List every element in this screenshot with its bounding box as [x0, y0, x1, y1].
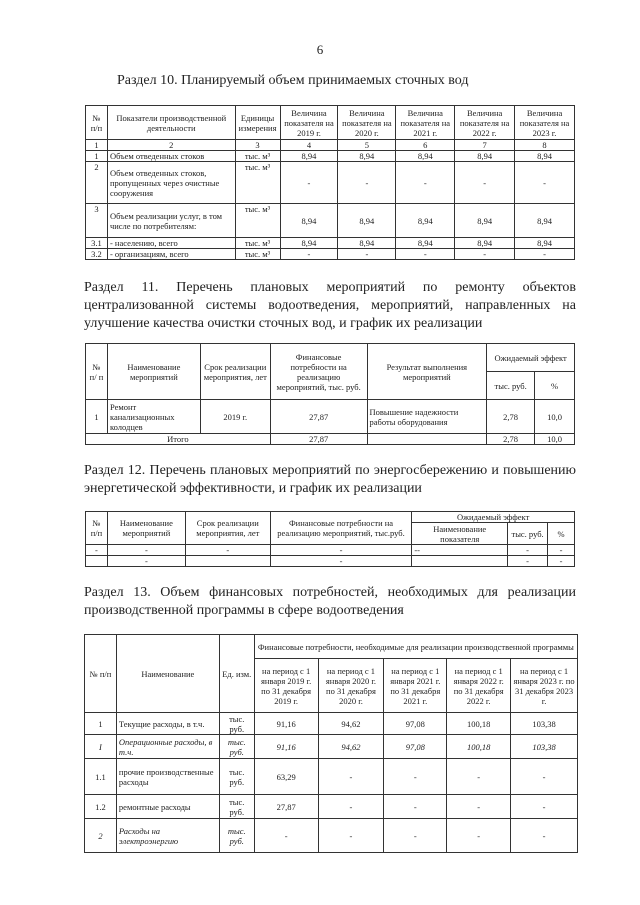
cell: -	[396, 249, 455, 260]
cell: -	[270, 545, 412, 556]
cell: 8,94	[338, 238, 396, 249]
cell: тыс. руб.	[219, 713, 254, 735]
cell: Объем реализации услуг, в том числе по потребителям:	[107, 204, 235, 238]
section-12-table	[85, 511, 575, 567]
cell: тыс. руб.	[219, 795, 254, 819]
table-row	[85, 759, 578, 795]
cell: 8,94	[396, 204, 455, 238]
section-12-title: Раздел 12. Перечень плановых мероприятий по энергосбережению и повышению энергетической эффективности, и график их реализации	[84, 463, 576, 496]
table-row	[86, 204, 575, 238]
header-unit: Ед. изм.	[219, 635, 254, 713]
header-num: № п/ п	[86, 344, 108, 400]
section-11-title: Раздел 11. Перечень плановых мероприятий по ремонту объектов централизованной системы водоотведения, мероприятий, направленных на улучшение качества очистки сточных вод, и график их реализации	[84, 280, 576, 331]
cell: -	[254, 819, 318, 853]
header-effect-rub: тыс. руб.	[487, 372, 535, 400]
header-effect-pct: %	[535, 372, 575, 400]
header-period: на период с 1 января 2020 г. по 31 декабря 2020 г.	[318, 659, 384, 713]
cell: -	[511, 819, 578, 853]
cell: - населению, всего	[107, 238, 235, 249]
cell: 8,94	[455, 151, 515, 162]
header-2021: Величина показателя на 2021 г.	[396, 106, 455, 140]
cell	[412, 556, 508, 567]
header-effect-pct: %	[548, 523, 575, 545]
header-result: Результат выполнения мероприятий	[367, 344, 487, 400]
cell: 100,18	[447, 713, 511, 735]
cell: Текущие расходы, в т.ч.	[116, 713, 219, 735]
header-period: на период с 1 января 2022 г. по 31 декабря 2022 г.	[447, 659, 511, 713]
cell: 100,18	[447, 735, 511, 759]
header-effect-name: Наименование показателя	[412, 523, 508, 545]
cell: 3.2	[86, 249, 108, 260]
cell: -	[384, 819, 447, 853]
header-effect: Ожидаемый эффект	[412, 512, 575, 523]
cell: 3	[86, 204, 108, 238]
table-row	[86, 434, 575, 445]
cell: 97,08	[384, 713, 447, 735]
header-term: Срок реализации мероприятия, лет	[200, 344, 270, 400]
cell: 10,0	[535, 434, 575, 445]
section-13-title: Раздел 13. Объем финансовых потребностей, необходимых для реализации производственной программы в сфере водоотведения	[84, 585, 576, 618]
header-period: на период с 1 января 2023 г. по 31 декабря 2023 г.	[511, 659, 578, 713]
header-unit: Единицы измерения	[235, 106, 280, 140]
cell: -	[384, 795, 447, 819]
section-10-table	[85, 105, 575, 260]
cell: -	[280, 162, 338, 204]
cell: Ремонт канализационных колодцев	[107, 400, 200, 434]
cell: 103,38	[511, 735, 578, 759]
cell: Объем отведенных стоков, пропущенных через очистные сооружения	[107, 162, 235, 204]
col-number: 8	[515, 140, 575, 151]
cell	[86, 556, 108, 567]
cell: ремонтные расходы	[116, 795, 219, 819]
col-number: 7	[455, 140, 515, 151]
cell: -	[548, 556, 575, 567]
col-number: 3	[235, 140, 280, 151]
cell: 8,94	[280, 238, 338, 249]
cell: -	[86, 545, 108, 556]
cell: 8,94	[338, 204, 396, 238]
cell: -	[447, 795, 511, 819]
table-row	[86, 162, 575, 204]
cell: 8,94	[396, 238, 455, 249]
header-finance: Финансовые потребности на реализацию мероприятий, тыс. руб.	[270, 344, 367, 400]
header-indicator: Показатели производственной деятельности	[107, 106, 235, 140]
cell: 27,87	[254, 795, 318, 819]
table-row	[85, 735, 578, 759]
header-num: № п/п	[86, 512, 108, 545]
cell: тыс. м³	[235, 204, 280, 238]
cell: тыс. руб.	[219, 819, 254, 853]
cell: 1	[86, 400, 108, 434]
header-finance: Финансовые потребности на реализацию мероприятий, тыс.руб.	[270, 512, 412, 545]
table-row	[85, 795, 578, 819]
cell: 2	[86, 162, 108, 204]
cell: -	[515, 249, 575, 260]
cell: тыс. м³	[235, 151, 280, 162]
cell: 2,78	[487, 400, 535, 434]
table-row	[86, 238, 575, 249]
cell: 8,94	[515, 204, 575, 238]
header-period: на период с 1 января 2019 г. по 31 декабря 2019 г.	[254, 659, 318, 713]
cell: -	[280, 249, 338, 260]
cell: 91,16	[254, 713, 318, 735]
cell: 8,94	[515, 238, 575, 249]
cell: 97,08	[384, 735, 447, 759]
cell: -	[455, 162, 515, 204]
cell: -	[508, 545, 548, 556]
cell: -	[396, 162, 455, 204]
cell: 1	[86, 151, 108, 162]
section-10-title: Раздел 10. Планируемый объем принимаемых сточных вод	[117, 73, 469, 88]
cell: 27,87	[270, 400, 367, 434]
cell: -	[107, 545, 185, 556]
table-row	[85, 713, 578, 735]
header-period: на период с 1 января 2021 г. по 31 декабря 2021 г.	[384, 659, 447, 713]
header-2022: Величина показателя на 2022 г.	[455, 106, 515, 140]
cell: -	[548, 545, 575, 556]
cell: -	[447, 819, 511, 853]
cell: -	[185, 545, 270, 556]
cell: 94,62	[318, 735, 384, 759]
section-13-table	[84, 634, 578, 853]
table-row	[86, 545, 575, 556]
header-effect-rub: тыс. руб.	[508, 523, 548, 545]
cell: 8,94	[396, 151, 455, 162]
col-number: 6	[396, 140, 455, 151]
header-num: № п/п	[85, 635, 117, 713]
cell: 2,78	[487, 434, 535, 445]
cell: Объем отведенных стоков	[107, 151, 235, 162]
cell: 63,29	[254, 759, 318, 795]
cell: -	[384, 759, 447, 795]
cell: -	[318, 759, 384, 795]
header-name: Наименование мероприятий	[107, 344, 200, 400]
cell: 2019 г.	[200, 400, 270, 434]
cell: - организациям, всего	[107, 249, 235, 260]
header-num: № п/п	[86, 106, 108, 140]
cell: 8,94	[338, 151, 396, 162]
cell: I	[85, 735, 117, 759]
cell: 1.1	[85, 759, 117, 795]
header-2019: Величина показателя на 2019 г.	[280, 106, 338, 140]
header-name: Наименование мероприятий	[107, 512, 185, 545]
cell: 94,62	[318, 713, 384, 735]
cell: -	[338, 249, 396, 260]
cell: 8,94	[455, 238, 515, 249]
cell: -	[511, 759, 578, 795]
cell: -	[515, 162, 575, 204]
col-number: 2	[107, 140, 235, 151]
cell: -	[318, 795, 384, 819]
cell: тыс. руб.	[219, 759, 254, 795]
cell: 8,94	[515, 151, 575, 162]
cell: -	[511, 795, 578, 819]
cell	[367, 434, 487, 445]
header-effect: Ожидаемый эффект	[487, 344, 575, 372]
header-2023: Величина показателя на 2023 г.	[515, 106, 575, 140]
col-number: 1	[86, 140, 108, 151]
cell: 8,94	[280, 204, 338, 238]
cell: 91,16	[254, 735, 318, 759]
header-term: Срок реализации мероприятия, лет	[185, 512, 270, 545]
header-finance: Финансовые потребности, необходимые для реализации производственной программы	[254, 635, 577, 659]
cell: -	[508, 556, 548, 567]
cell: тыс. м³	[235, 249, 280, 260]
table-row	[86, 400, 575, 434]
cell: тыс. м³	[235, 162, 280, 204]
table-row	[86, 249, 575, 260]
cell: тыс. м³	[235, 238, 280, 249]
cell: -	[338, 162, 396, 204]
cell: --	[412, 545, 508, 556]
col-number: 4	[280, 140, 338, 151]
cell: -	[455, 249, 515, 260]
cell: тыс. руб.	[219, 735, 254, 759]
cell: -	[447, 759, 511, 795]
table-row	[85, 819, 578, 853]
cell: 1	[85, 713, 117, 735]
cell: -	[270, 556, 412, 567]
header-name: Наименование	[116, 635, 219, 713]
table-row	[86, 140, 575, 151]
cell: 103,38	[511, 713, 578, 735]
cell: 27,87	[270, 434, 367, 445]
cell: Операционные расходы, в т.ч.	[116, 735, 219, 759]
table-row	[86, 151, 575, 162]
header-2020: Величина показателя на 2020 г.	[338, 106, 396, 140]
total-label: Итого	[86, 434, 271, 445]
cell: 10,0	[535, 400, 575, 434]
cell: 1.2	[85, 795, 117, 819]
col-number: 5	[338, 140, 396, 151]
page-number: 6	[316, 42, 324, 57]
cell: 2	[85, 819, 117, 853]
table-row	[86, 556, 575, 567]
cell: Расходы на электроэнергию	[116, 819, 219, 853]
cell: -	[318, 819, 384, 853]
cell: -	[107, 556, 185, 567]
section-11-table	[85, 343, 575, 445]
cell: Повышение надежности работы оборудования	[367, 400, 487, 434]
cell	[185, 556, 270, 567]
cell: 3.1	[86, 238, 108, 249]
cell: прочие производственные расходы	[116, 759, 219, 795]
cell: 8,94	[455, 204, 515, 238]
cell: 8,94	[280, 151, 338, 162]
